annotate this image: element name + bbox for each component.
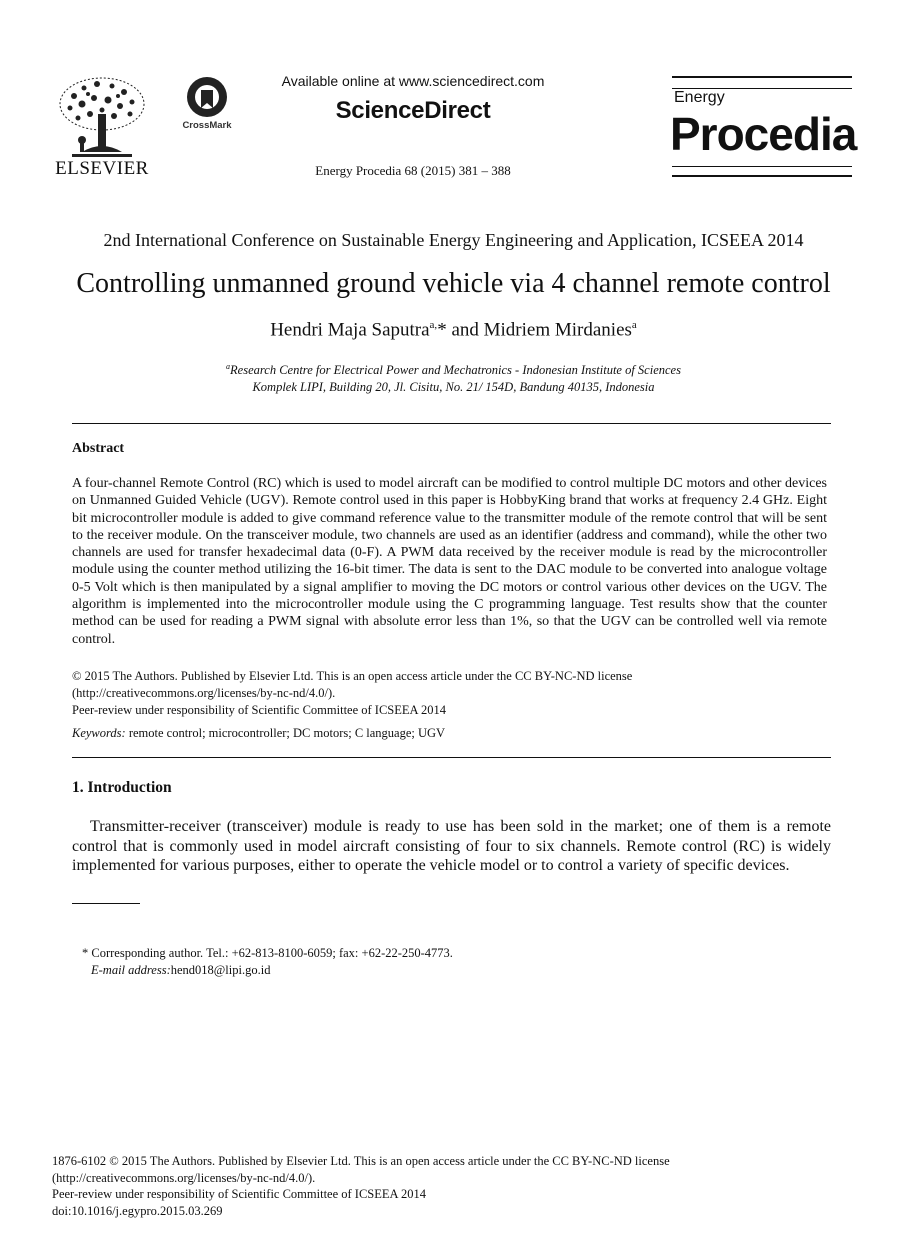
crossmark-badge[interactable] [176,76,238,136]
doi-link[interactable]: doi:10.1016/j.egypro.2015.03.269 [52,1203,223,1218]
affiliation-marker: a, [429,319,438,331]
paper-title: Controlling unmanned ground vehicle via 4 channel remote control [76,268,831,299]
footnote-line: * Corresponding author. Tel.: +62-813-8100-6059; fax: +62-22-250-4773. [82,946,453,960]
keywords-label: Keywords: [72,726,126,740]
affiliation-marker: a [226,362,231,371]
license-link[interactable]: (http://creativecommons.org/licenses/by-nc-nd/4.0/). [72,686,336,700]
affiliation [40,359,867,395]
issn-line: 1876-6102 © 2015 The Authors. Published by Elsevier Ltd. This is an open access article under the CC BY-NC-ND license [52,1154,670,1168]
abstract-heading: Abstract [72,441,125,456]
affiliation-line: Komplek LIPI, Building 20, Jl. Cisitu, No. 21/ 154D, Bandung 40135, Indonesia [252,379,655,394]
divider [72,423,831,424]
license-line: © 2015 The Authors. Published by Elsevier Ltd. This is an open access article under the CC BY-NC-ND license [72,669,633,683]
footnote [82,945,453,978]
author-name: Hendri Maja Saputra [270,319,430,341]
affiliation-line: Research Centre for Electrical Power and Mechatronics - Indonesian Institute of Sciences [230,363,681,378]
crossmark-icon [176,76,238,120]
section-paragraph: Transmitter-receiver (transceiver) module is ready to use has been sold in the market; one of them is a remote control that is commonly used in model aircraft consisting of four to six channels. Remote control (RC) is widely implemented for various purposes, either to operate the vehicle model or to control a variety of specific devices. [72,818,831,874]
author-list [40,319,867,341]
journal-logo-procedia: Procedia [670,108,857,160]
email-address[interactable]: hend018@lipi.go.id [170,962,271,977]
keywords [72,726,832,741]
elsevier-logo [52,74,152,182]
elsevier-tree-icon [52,74,152,158]
divider [72,757,831,758]
footnote-rule [72,903,140,904]
email-label: E-mail address: [91,962,171,977]
journal-logo-bottom-rule [672,166,852,177]
peer-review-line: Peer-review under responsibility of Scientific Committee of ICSEEA 2014 [72,703,446,717]
conference-name: 2nd International Conference on Sustainable Energy Engineering and Application, ICSEEA 2014 [103,230,804,250]
section-heading: 1. Introduction [72,779,172,796]
keywords-list: remote control; microcontroller; DC motors; C language; UGV [125,726,446,740]
sciencedirect-logo[interactable]: ScienceDirect [335,97,491,124]
journal-citation: Energy Procedia 68 (2015) 381 – 388 [315,163,511,178]
abstract-text: A four-channel Remote Control (RC) which is used to model aircraft can be modified to control multiple DC motors and other devices on Unmanned Guided Vehicle (UGV). Remote control used in this paper is HobbyKing brand that works at frequency 2.4 GHz. Eight bit microcontroller module is added to give command reference value to the transmitter module of the remote control that will be sent to the receiver module. On the transceiver module, two channels are used as an identifier (address and command), while the other two channels are used for transfer hexadecimal data (0-F). A PWM data received by the receiver module is read by the microcontroller module using the counter method utilizing the 16-bit timer. The data is sent to the DAC module to be converted into analogue voltage 0-5 Volt which is then manipulated by a signal amplifier to moving the DC motors or control various other devices on the UGV. The algorithm is implemented into the microcontroller module using the C programming language. Test results show that the counter method can be used for reading a PWM signal with absolute error less than 1%, so that the UGV can be controlled well via remote control. [72,476,827,647]
license-block [72,668,832,719]
author-name: and Midriem Mirdanies [446,319,632,341]
elsevier-wordmark: ELSEVIER [55,158,149,179]
license-link[interactable]: (http://creativecommons.org/licenses/by-nc-nd/4.0/). [52,1170,316,1185]
affiliation-marker: a [631,319,637,331]
peer-review-line: Peer-review under responsibility of Scientific Committee of ICSEEA 2014 [52,1187,426,1201]
corresponding-marker[interactable]: * [437,319,447,341]
bottom-info [52,1153,852,1219]
journal-logo-top-rule [672,76,852,89]
available-online-text: Available online at www.sciencedirect.com [281,73,545,89]
crossmark-label: CrossMark [182,120,232,131]
journal-logo-energy: Energy [674,89,725,106]
